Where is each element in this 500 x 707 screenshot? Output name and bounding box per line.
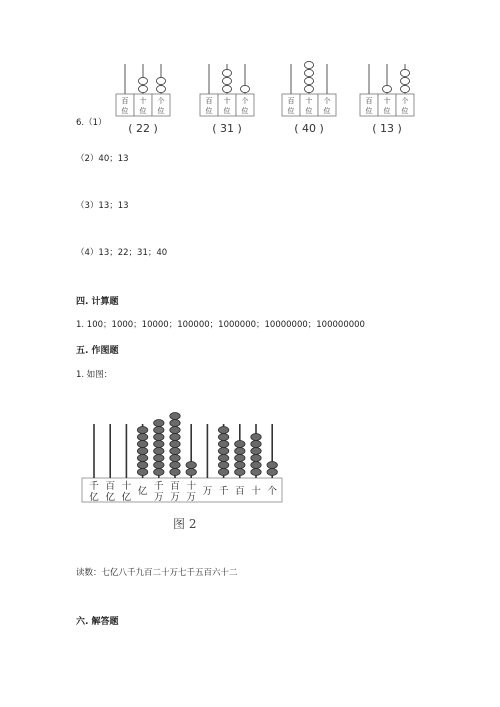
bead bbox=[186, 469, 196, 476]
bead bbox=[137, 434, 147, 441]
bead bbox=[223, 77, 232, 84]
place-label: 位 bbox=[241, 107, 249, 115]
place-label: 万 bbox=[202, 486, 213, 497]
bead bbox=[251, 448, 261, 455]
abacus-value: ( 13 ) bbox=[372, 122, 402, 135]
abacus-2 bbox=[200, 64, 254, 135]
place-label: 个 bbox=[157, 97, 165, 105]
bead bbox=[139, 85, 148, 92]
place-label: 位 bbox=[305, 107, 313, 115]
place-label-top: 百 bbox=[105, 481, 115, 492]
place-label-bottom: 万 bbox=[170, 492, 180, 503]
bead bbox=[154, 420, 164, 427]
place-label: 位 bbox=[205, 107, 213, 115]
bead bbox=[154, 455, 164, 462]
place-label: 位 bbox=[121, 107, 129, 115]
place-label: 个 bbox=[241, 97, 249, 105]
bead bbox=[267, 462, 277, 469]
place-label: 位 bbox=[139, 107, 147, 115]
bead bbox=[154, 469, 164, 476]
place-label-bottom: 亿 bbox=[105, 492, 115, 503]
figure-caption: 图 2 bbox=[173, 517, 197, 531]
place-label-top: 千 bbox=[89, 481, 99, 492]
section6-title: 六. 解答题 bbox=[76, 617, 119, 627]
bead bbox=[305, 69, 314, 76]
place-label: 位 bbox=[383, 107, 391, 115]
place-label: 十 bbox=[305, 97, 313, 105]
place-label: 位 bbox=[365, 107, 373, 115]
bead bbox=[235, 448, 245, 455]
place-label: 百 bbox=[287, 97, 295, 105]
bead bbox=[223, 69, 232, 76]
bead bbox=[218, 462, 228, 469]
place-label: 个 bbox=[323, 97, 331, 105]
bead bbox=[305, 77, 314, 84]
place-label-top: 千 bbox=[154, 481, 164, 492]
bead bbox=[170, 420, 180, 427]
place-label: 位 bbox=[401, 107, 409, 115]
section5-q1: 1. 如图： bbox=[76, 370, 113, 380]
bead bbox=[401, 85, 410, 92]
place-label: 亿 bbox=[137, 486, 148, 497]
bead bbox=[139, 77, 148, 84]
bead bbox=[154, 434, 164, 441]
place-label-bottom: 亿 bbox=[89, 492, 99, 503]
bead bbox=[251, 441, 261, 448]
bead bbox=[218, 455, 228, 462]
figure2-abacus bbox=[78, 402, 283, 510]
place-label: 百 bbox=[235, 486, 245, 497]
bead bbox=[154, 427, 164, 434]
bead bbox=[137, 448, 147, 455]
bead bbox=[235, 462, 245, 469]
place-label-top: 十 bbox=[121, 481, 132, 492]
place-label: 十 bbox=[383, 97, 391, 105]
bead bbox=[170, 434, 180, 441]
place-label: 位 bbox=[287, 107, 295, 115]
place-label: 百 bbox=[205, 97, 213, 105]
bead bbox=[157, 85, 166, 92]
bead bbox=[218, 434, 228, 441]
bead bbox=[157, 77, 166, 84]
q6-abacus-row bbox=[112, 60, 422, 142]
abacus-4 bbox=[360, 64, 414, 135]
place-label: 十 bbox=[223, 97, 231, 105]
bead bbox=[251, 469, 261, 476]
bead bbox=[235, 455, 245, 462]
section4-q1: 1. 100；1000；10000；100000；1000000；10000000；100000000 bbox=[76, 320, 365, 330]
bead bbox=[154, 462, 164, 469]
bead bbox=[137, 441, 147, 448]
bead bbox=[267, 469, 277, 476]
abacus-1 bbox=[116, 64, 170, 135]
bead bbox=[251, 455, 261, 462]
q6-part2: （2）40；13 bbox=[76, 154, 129, 164]
bead bbox=[241, 85, 250, 92]
bead bbox=[170, 427, 180, 434]
place-label-top: 十 bbox=[186, 481, 196, 492]
bead bbox=[154, 448, 164, 455]
place-label-bottom: 万 bbox=[154, 492, 164, 503]
bead bbox=[401, 77, 410, 84]
place-label: 个 bbox=[267, 486, 277, 497]
bead bbox=[170, 462, 180, 469]
place-label-top: 百 bbox=[170, 481, 180, 492]
bead bbox=[170, 448, 180, 455]
place-label: 百 bbox=[365, 97, 373, 105]
bead bbox=[170, 413, 180, 420]
bead bbox=[401, 69, 410, 76]
place-label: 位 bbox=[223, 107, 231, 115]
place-label: 十 bbox=[139, 97, 147, 105]
place-label: 位 bbox=[157, 107, 165, 115]
bead bbox=[305, 61, 314, 68]
bead bbox=[218, 441, 228, 448]
bead bbox=[170, 469, 180, 476]
bead bbox=[218, 469, 228, 476]
place-label-bottom: 亿 bbox=[121, 492, 132, 503]
bead bbox=[235, 441, 245, 448]
bead bbox=[137, 455, 147, 462]
bead bbox=[383, 85, 392, 92]
abacus-value: ( 40 ) bbox=[294, 122, 324, 135]
place-label: 位 bbox=[323, 107, 331, 115]
place-label-bottom: 万 bbox=[186, 492, 196, 503]
bead bbox=[218, 448, 228, 455]
bead bbox=[305, 85, 314, 92]
abacus-value: ( 31 ) bbox=[212, 122, 242, 135]
bead bbox=[218, 427, 228, 434]
section4-title: 四. 计算题 bbox=[76, 297, 119, 307]
bead bbox=[251, 462, 261, 469]
q6-part3: （3）13；13 bbox=[76, 201, 129, 211]
q6-part4: （4）13；22；31；40 bbox=[76, 248, 168, 258]
bead bbox=[137, 469, 147, 476]
reading-answer: 读数：七亿八千九百二十万七千五百六十二 bbox=[76, 568, 238, 578]
bead bbox=[137, 427, 147, 434]
abacus-value: ( 22 ) bbox=[128, 122, 158, 135]
q6-prefix: 6.（1） bbox=[76, 118, 107, 128]
bead bbox=[223, 85, 232, 92]
section5-title: 五. 作图题 bbox=[76, 346, 119, 356]
place-label: 十 bbox=[251, 486, 261, 497]
place-label: 百 bbox=[121, 97, 129, 105]
place-label: 千 bbox=[218, 486, 229, 497]
abacus-3 bbox=[282, 61, 336, 135]
place-label: 个 bbox=[401, 97, 409, 105]
bead bbox=[154, 441, 164, 448]
bead bbox=[186, 462, 196, 469]
bead bbox=[170, 441, 180, 448]
bead bbox=[170, 455, 180, 462]
bead bbox=[235, 469, 245, 476]
bead bbox=[137, 462, 147, 469]
bead bbox=[251, 434, 261, 441]
